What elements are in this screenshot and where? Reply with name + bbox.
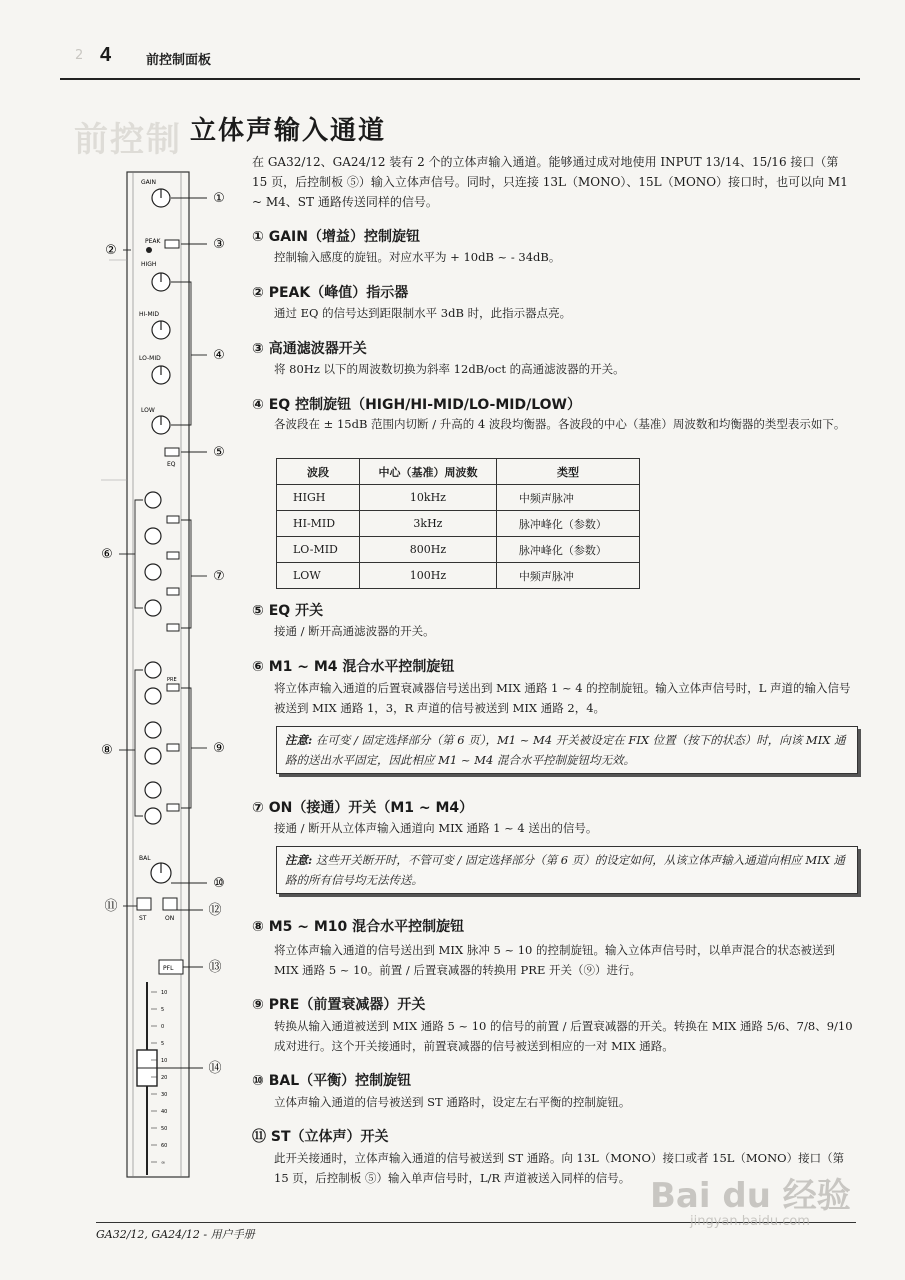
- section-body-m5-m10: 将立体声输入通道的信号送出到 MIX 脉冲 5 ~ 10 的控制旋钮。输入立体声信号时，以单声混合的状态被送到 MIX 通路 5 ~ 10。前置 / 后置衰减器的转换用 PRE 开关（⑨）进行。: [274, 943, 836, 977]
- peak-indicator: [146, 247, 152, 253]
- callout-7: ⑦: [213, 569, 225, 584]
- pfl-label: PFL: [163, 965, 174, 972]
- note-text: 在可变 / 固定选择部分（第 6 页），M1 ~ M4 开关被设定在 FIX 位置（按下的状态）时，向该 MIX 通路的送出水平固定，因此相应 M1 ~ M4 混合水平控制旋钮均无效。: [285, 733, 846, 767]
- callout-5: ⑤: [213, 445, 225, 460]
- section-body-eq-switch: 接通 / 断开高通滤波器的开关。: [274, 624, 435, 638]
- m7-knob[interactable]: [145, 722, 161, 738]
- intro-paragraph: 在 GA32/12、GA24/12 装有 2 个的立体声输入通道。能够通过成对地使用 INPUT 13/14、15/16 接口（第 15 页，后控制板 ⑤）输入立体声信号。同时，只连接 13L（MONO）、15L（MONO）接口时，也可以向 M1 ~ M4、ST 通路传送同样的信号。: [252, 155, 848, 209]
- section-body-st: 此开关接通时，立体声输入通道的信号被送到 ST 通路。向 13L（MONO）接口或者 15L（MONO）接口（第 15 页，后控制板 ⑤）输入单声信号时，L/R 声道被送入同样的信号。: [274, 1151, 845, 1185]
- on-label: ON: [165, 915, 175, 922]
- section-heading-eq-knobs: ④ EQ 控制旋钮（HIGH/HI-MID/LO-MID/LOW）: [252, 397, 581, 413]
- watermark: [650, 1168, 870, 1248]
- page-number: 4: [100, 44, 112, 66]
- channel-strip-diagram: [95, 170, 245, 1180]
- table-cell: 800Hz: [359, 537, 496, 563]
- pre-switch-56[interactable]: [167, 684, 179, 691]
- section-heading-eq-switch: ⑤ EQ 开关: [252, 603, 324, 619]
- fader-tick-label: 50: [161, 1126, 168, 1132]
- header-rule: [60, 78, 860, 80]
- m8-knob[interactable]: [145, 748, 161, 764]
- note-label: 注意:: [285, 733, 313, 747]
- note-text: 这些开关断开时，不管可变 / 固定选择部分（第 6 页）的设定如何，从该立体声输入通道向相应 MIX 通路的所有信号均无法传送。: [285, 853, 846, 887]
- section-heading-m5-m10: ⑧ M5 ~ M10 混合水平控制旋钮: [252, 919, 465, 935]
- peak-label: PEAK: [145, 238, 161, 245]
- table-cell: HIGH: [277, 485, 360, 511]
- fader-tick-label: 0: [161, 1024, 165, 1030]
- section-heading-gain: ① GAIN（增益）控制旋钮: [252, 229, 420, 245]
- note-box-on: [276, 846, 858, 894]
- fader-tick-label: ∞: [161, 1160, 166, 1166]
- table-cell: HI-MID: [277, 511, 360, 537]
- fader-tick-label: 10: [161, 990, 168, 996]
- m4-on-switch[interactable]: [167, 624, 179, 631]
- section-body-on-switch: 接通 / 断开从立体声输入通道向 MIX 通路 1 ~ 4 送出的信号。: [274, 821, 598, 835]
- m2-on-switch[interactable]: [167, 552, 179, 559]
- table-cell: 脉冲峰化（参数）: [496, 511, 639, 537]
- callout-9: ⑨: [213, 741, 225, 756]
- note-box-fix: [276, 726, 858, 774]
- table-cell: LOW: [277, 563, 360, 589]
- on-switch[interactable]: [163, 898, 177, 910]
- callout-14: ⑭: [208, 1061, 222, 1076]
- footer-text: GA32/12, GA24/12 - 用户手册: [96, 1228, 255, 1241]
- section-heading-hpf: ③ 高通滤波器开关: [252, 341, 367, 357]
- table-cell: 10kHz: [359, 485, 496, 511]
- bal-label: BAL: [139, 855, 151, 862]
- m10-knob[interactable]: [145, 808, 161, 824]
- m1-knob[interactable]: [145, 492, 161, 508]
- hpf-switch[interactable]: [165, 240, 179, 248]
- table-header-row: [277, 459, 640, 485]
- callout-2: ②: [105, 243, 117, 258]
- background-title: 前控制: [74, 120, 182, 160]
- table-cell: 中频声脉冲: [496, 563, 639, 589]
- section-body-peak: 通过 EQ 的信号达到距限制水平 3dB 时，此指示器点亮。: [274, 306, 572, 320]
- eq-table: [276, 458, 640, 589]
- section-heading-peak: ② PEAK（峰值）指示器: [252, 285, 409, 301]
- ghost-page-number: 2: [75, 48, 84, 63]
- table-cell: 3kHz: [359, 511, 496, 537]
- callout-8: ⑧: [101, 743, 113, 758]
- st-label: ST: [139, 915, 147, 922]
- callout-12: ⑫: [208, 903, 222, 918]
- eq-switch[interactable]: [165, 448, 179, 456]
- watermark-logo: Bai du 经验: [650, 1176, 851, 1216]
- eq-label: EQ: [167, 461, 176, 468]
- m5-m10-group: [145, 662, 179, 824]
- table-row: [277, 511, 640, 537]
- section-body-bal: 立体声输入通道的信号被送到 ST 通路时，设定左右平衡的控制旋钮。: [274, 1095, 631, 1109]
- table-header-band: 波段: [277, 459, 360, 485]
- m1-m4-group: [145, 492, 179, 631]
- pre-label: PRE: [167, 677, 177, 683]
- callout-1: ①: [213, 191, 225, 206]
- section-body-hpf: 将 80Hz 以下的周波数切换为斜率 12dB/oct 的高通滤波器的开关。: [274, 362, 625, 376]
- table-row: [277, 563, 640, 589]
- high-label: HIGH: [141, 261, 157, 268]
- table-cell: LO-MID: [277, 537, 360, 563]
- m3-on-switch[interactable]: [167, 588, 179, 595]
- section-name: 前控制面板: [146, 53, 212, 68]
- page-header: [60, 40, 860, 84]
- table-row: [277, 485, 640, 511]
- table-cell: 100Hz: [359, 563, 496, 589]
- watermark-url: jingyan.baidu.com: [690, 1214, 810, 1229]
- low-label: LOW: [141, 407, 155, 414]
- callout-4: ④: [213, 348, 225, 363]
- section-body-m1-m4: 将立体声输入通道的后置衰减器信号送出到 MIX 通路 1 ~ 4 的控制旋钮。输入立体声信号时，L 声道的输入信号被送到 MIX 通路 1，3，R 声道的信号被送到 MIX 通路 2，4。: [274, 681, 851, 715]
- fader-tick-label: 40: [161, 1109, 168, 1115]
- table-header-type: 类型: [496, 459, 639, 485]
- fader-tick-label: 20: [161, 1075, 168, 1081]
- section-body-eq-knobs: 各波段在 ± 15dB 范围内切断 / 升高的 4 波段均衡器。各波段的中心（基准）周波数和均衡器的类型表示如下。: [274, 417, 846, 431]
- st-switch[interactable]: [137, 898, 151, 910]
- m3-knob[interactable]: [145, 564, 161, 580]
- himid-label: HI-MID: [139, 311, 160, 318]
- m5-knob[interactable]: [145, 662, 161, 678]
- fader-tick-label: 5: [161, 1041, 165, 1047]
- callout-11: ⑪: [104, 899, 118, 914]
- fader-tick-label: 60: [161, 1143, 168, 1149]
- callout-13: ⑬: [208, 960, 222, 975]
- section-body-gain: 控制输入感度的旋钮。对应水平为 + 10dB ~ - 34dB。: [274, 250, 561, 264]
- section-body-pre: 转换从输入通道被送到 MIX 通路 5 ~ 10 的信号的前置 / 后置衰减器的开关。转换在 MIX 通路 5/6、7/8、9/10 成对进行。这个开关接通时，前置衰减器的信号被送到相应的一对 MIX 通路。: [274, 1019, 853, 1053]
- fader-tick-label: 30: [161, 1092, 168, 1098]
- m4-knob[interactable]: [145, 600, 161, 616]
- section-heading-bal: ⑩ BAL（平衡）控制旋钮: [252, 1073, 412, 1089]
- fader-tick-label: 10: [161, 1058, 168, 1064]
- pre-switch-910[interactable]: [167, 804, 179, 811]
- section-heading-pre: ⑨ PRE（前置衰减器）开关: [252, 997, 426, 1013]
- m9-knob[interactable]: [145, 782, 161, 798]
- m2-knob[interactable]: [145, 528, 161, 544]
- gain-label: GAIN: [141, 179, 157, 186]
- page-title: 立体声输入通道: [190, 116, 387, 146]
- table-cell: 脉冲峰化（参数）: [496, 537, 639, 563]
- m1-on-switch[interactable]: [167, 516, 179, 523]
- section-heading-m1-m4: ⑥ M1 ~ M4 混合水平控制旋钮: [252, 659, 455, 675]
- lomid-label: LO-MID: [139, 355, 161, 362]
- table-cell: 中频声脉冲: [496, 485, 639, 511]
- section-heading-st: ⑪ ST（立体声）开关: [252, 1129, 389, 1145]
- callout-6: ⑥: [101, 547, 113, 562]
- note-label: 注意:: [285, 853, 313, 867]
- fader-tick-label: 5: [161, 1007, 165, 1013]
- table-row: [277, 537, 640, 563]
- callout-10: ⑩: [213, 876, 225, 891]
- table-header-frequency: 中心（基准）周波数: [359, 459, 496, 485]
- section-heading-on-switch: ⑦ ON（接通）开关（M1 ~ M4）: [252, 800, 474, 816]
- m6-knob[interactable]: [145, 688, 161, 704]
- callout-3: ③: [213, 237, 225, 252]
- pre-switch-78[interactable]: [167, 744, 179, 751]
